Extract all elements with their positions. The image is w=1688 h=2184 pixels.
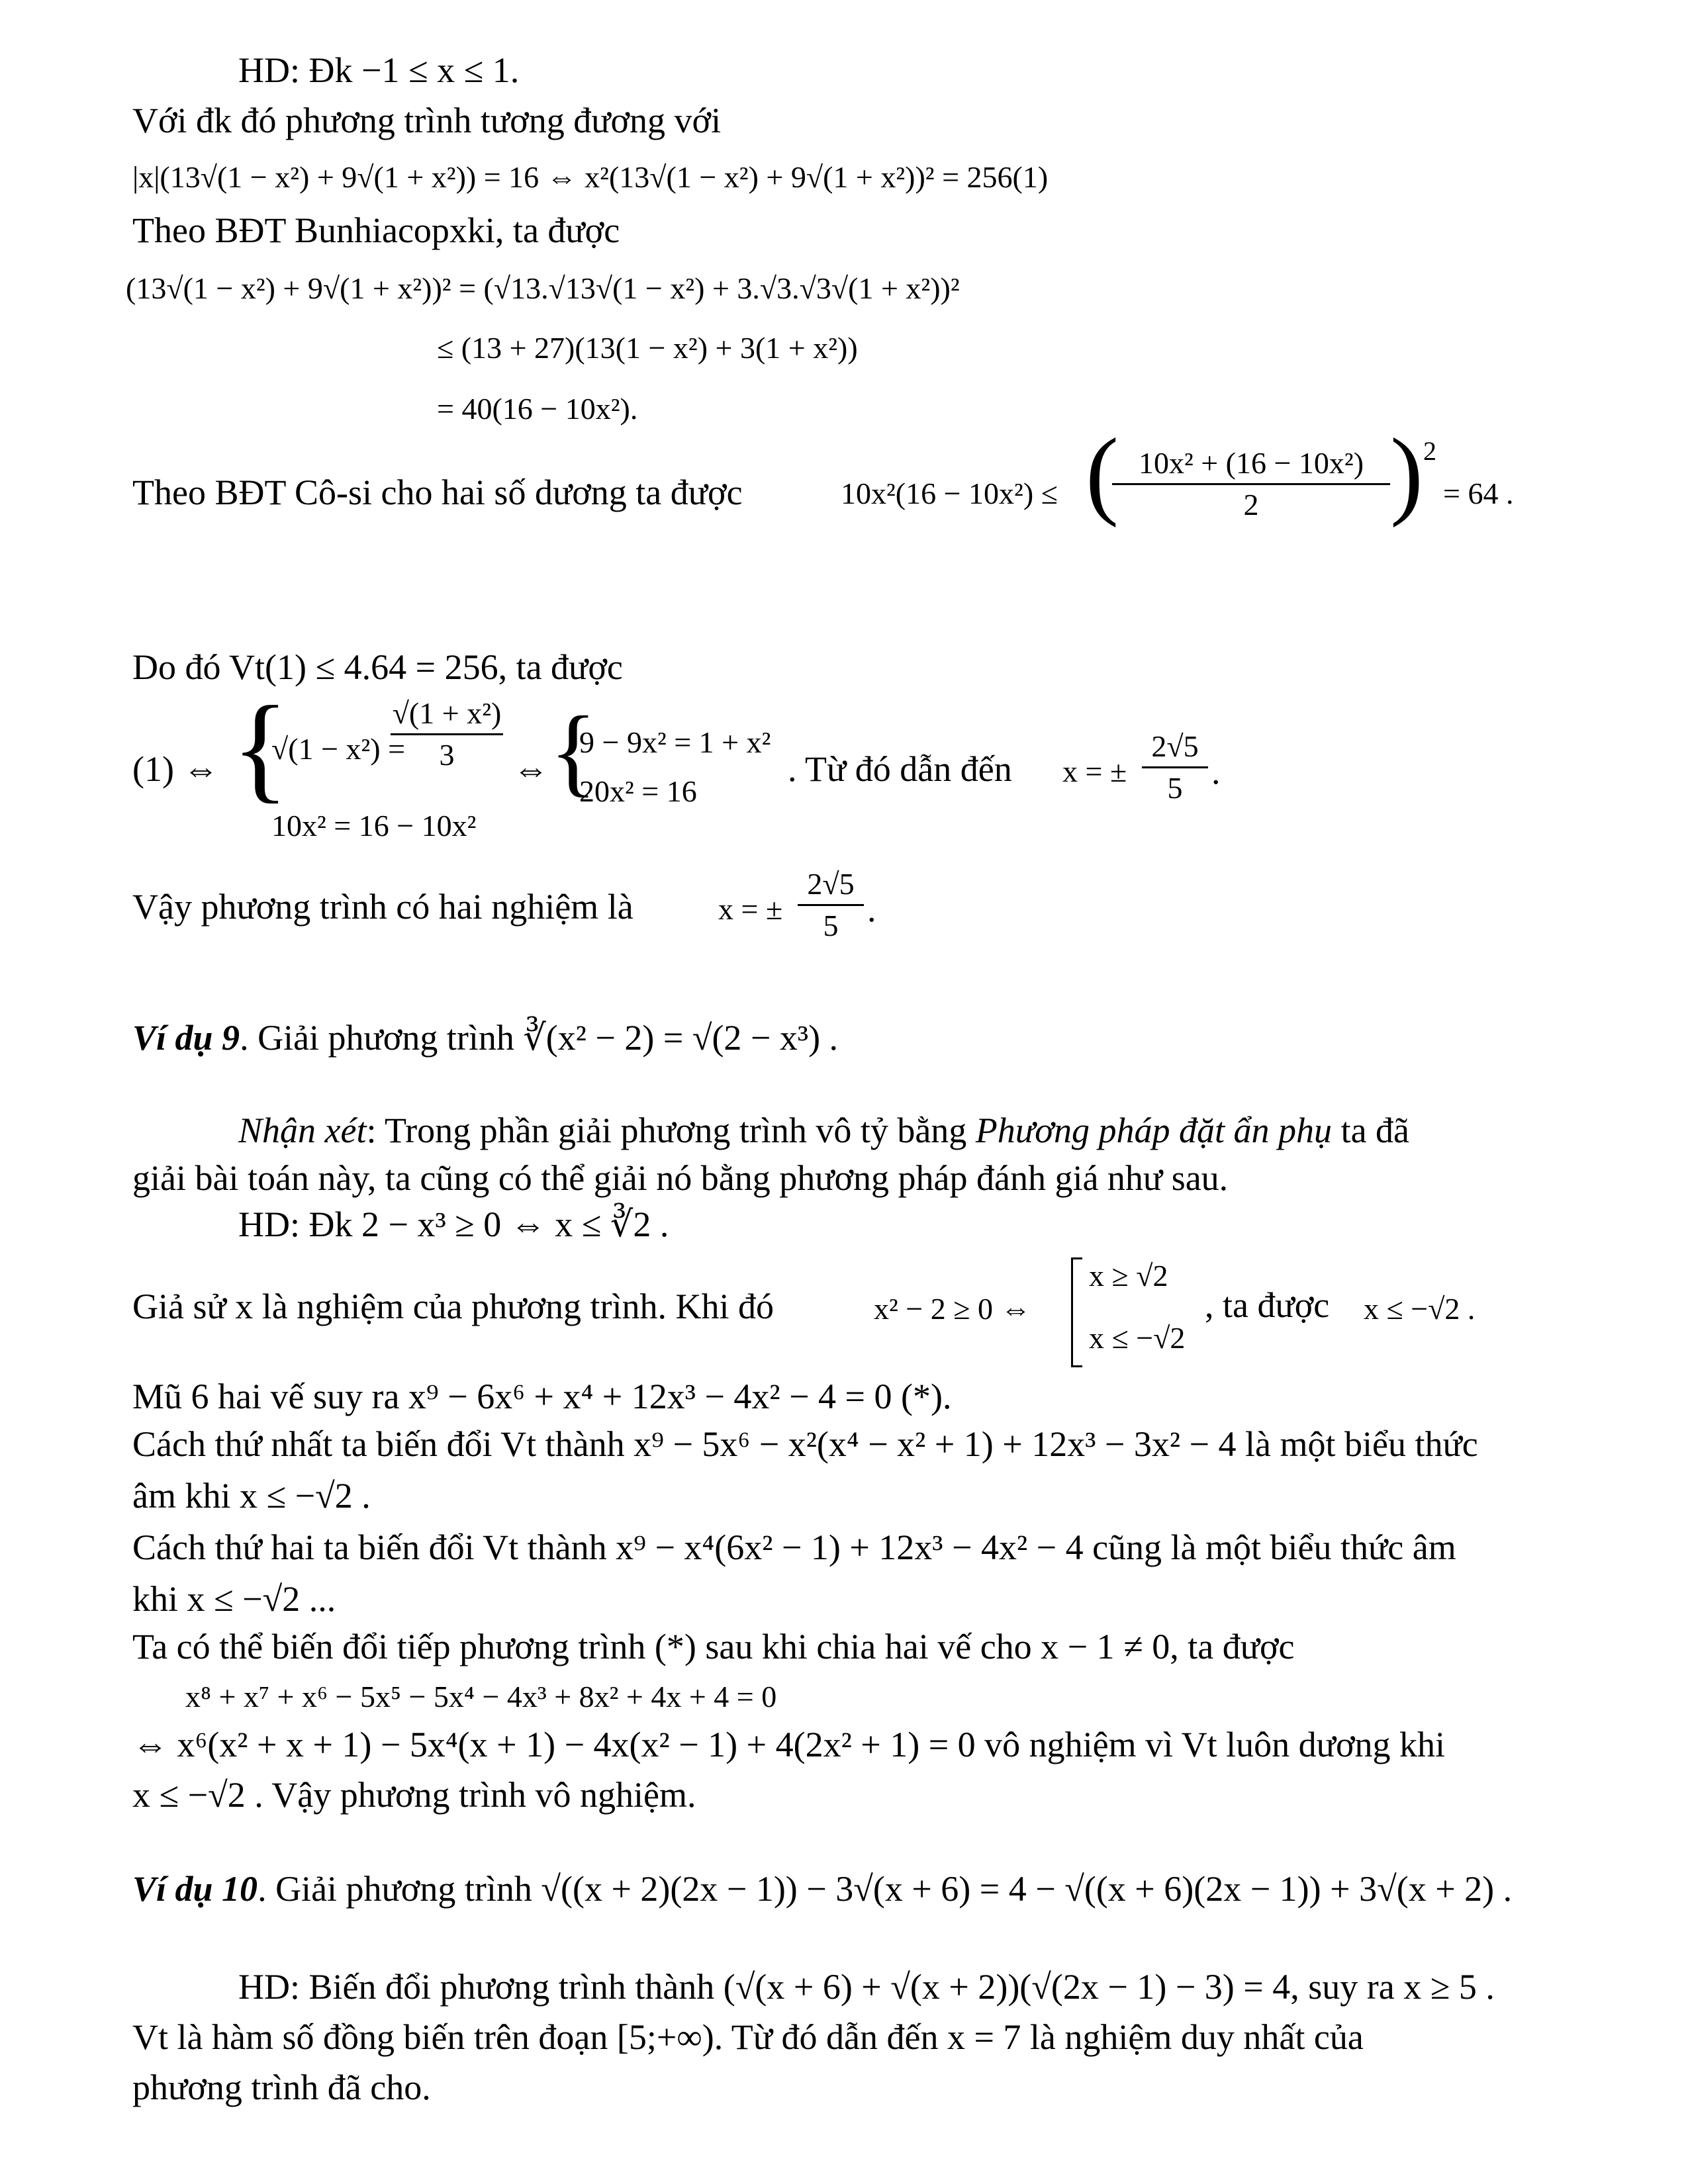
- fraction-system: [391, 695, 503, 774]
- solution-prefix: x = ±: [1062, 754, 1127, 788]
- example-label: Ví dụ 10: [132, 1869, 258, 1909]
- fraction-denominator: 2: [1243, 488, 1259, 522]
- text-line: Mũ 6 hai vế suy ra x⁹ − 6x⁶ + x⁴ + 12x³ − 4x² − 4 = 0 (*).: [132, 1377, 952, 1416]
- equation-poly: x⁸ + x⁷ + x⁶ − 5x⁵ − 5x⁴ − 4x³ + 8x² + 4x + 4 = 0: [185, 1680, 777, 1713]
- equation-bunhia: (13√(1 − x²) + 9√(1 + x²))² = (√13.√13√(1 − x²) + 3.√3.√3√(1 + x²))²: [126, 271, 960, 305]
- period: .: [867, 889, 876, 929]
- text-line: Ta có thể biến đổi tiếp phương trình (*) sau khi chia hai vế cho x − 1 ≠ 0, ta được: [132, 1627, 1295, 1666]
- example-text: . Giải phương trình √((x + 2)(2x − 1)) − 3√(x + 6) = 4 − √((x + 6)(2x − 1)) + 3√(x + 2) .: [258, 1869, 1513, 1909]
- hd-line: HD: Biến đổi phương trình thành (√(x + 6) + √(x + 2))(√(2x − 1) − 3) = 4, suy ra x ≥ 5 .: [238, 1967, 1495, 2007]
- system-eq-4: 20x² = 16: [579, 774, 697, 808]
- case-2: x ≤ −√2: [1089, 1321, 1186, 1355]
- text-line: Cách thứ hai ta biến đổi Vt thành x⁹ − x⁴(6x² − 1) + 12x³ − 4x² − 4 cũng là một biểu thức âm: [132, 1527, 1456, 1567]
- hd-condition: HD: Đk 2 − x³ ≥ 0 ⇔ x ≤ ∛2 .: [238, 1205, 669, 1244]
- fraction-denominator: 5: [823, 909, 839, 942]
- text-line: x ≤ −√2 . Vậy phương trình vô nghiệm.: [132, 1775, 696, 1815]
- fraction-numerator: 2√5: [807, 867, 855, 901]
- remark-text: : Trong phần giải phương trình vô tỷ bằng: [366, 1111, 967, 1150]
- fraction-solution: [798, 866, 864, 944]
- fraction-denominator: 5: [1167, 771, 1183, 805]
- example-9-heading: [132, 1017, 838, 1059]
- brace-left: {: [549, 696, 597, 806]
- example-label: Ví dụ 9: [132, 1018, 240, 1058]
- fraction-denominator: 3: [439, 738, 455, 772]
- bracket-left: [1071, 1257, 1082, 1367]
- text-line: Giả sử x là nghiệm của phương trình. Khi đó: [132, 1287, 774, 1326]
- text-line: . Từ đó dẫn đến: [788, 749, 1012, 789]
- remark-text: ta đã: [1340, 1111, 1410, 1150]
- exponent: 2: [1423, 436, 1436, 466]
- fraction-numerator: 2√5: [1151, 729, 1199, 763]
- period: .: [1211, 752, 1221, 792]
- text-line: Vậy phương trình có hai nghiệm là: [132, 887, 633, 927]
- equation-1: |x|(13√(1 − x²) + 9√(1 + x²)) = 16 ⇔ x²(13√(1 − x²) + 9√(1 + x²))² = 256(1): [132, 160, 1049, 194]
- text-line: Theo BĐT Cô-si cho hai số dương ta được: [132, 473, 743, 512]
- system-eq-1: √(1 − x²) =: [271, 732, 406, 766]
- remark-label: Nhận xét: [238, 1111, 367, 1150]
- text-line: âm khi x ≤ −√2 .: [132, 1476, 371, 1516]
- paren-right: ): [1390, 418, 1423, 528]
- case-1: x ≥ √2: [1089, 1259, 1168, 1293]
- paren-left: (: [1086, 418, 1119, 528]
- fraction-cosi: [1112, 445, 1390, 523]
- equation-bunhia-step: ≤ (13 + 27)(13(1 − x²) + 3(1 + x²)): [437, 331, 858, 365]
- hd-condition: HD: Đk −1 ≤ x ≤ 1.: [238, 50, 520, 90]
- method-name: Phương pháp đặt ẩn phụ: [975, 1111, 1333, 1150]
- example-text: . Giải phương trình ∛(x² − 2) = √(2 − x³) .: [240, 1018, 839, 1058]
- equation-result: x ≤ −√2 .: [1364, 1292, 1476, 1326]
- fraction-numerator: 10x² + (16 − 10x²): [1138, 446, 1364, 480]
- equivalence-symbol: ⇔: [513, 749, 549, 789]
- system-eq-3: 9 − 9x² = 1 + x²: [579, 725, 771, 759]
- text-line: khi x ≤ −√2 ...: [132, 1579, 336, 1619]
- text-line: ⇔ x⁶(x² + x + 1) − 5x⁴(x + 1) − 4x(x² − 1) + 4(2x² + 1) = 0 vô nghiệm vì Vt luôn dương khi: [132, 1725, 1445, 1764]
- fraction-solution: [1142, 728, 1208, 807]
- remark-line: [238, 1109, 1409, 1152]
- solution-prefix: x = ±: [718, 892, 783, 926]
- text-line: , ta được: [1205, 1285, 1330, 1325]
- text-line: Do đó Vt(1) ≤ 4.64 = 256, ta được: [132, 647, 623, 687]
- brace-left: {: [232, 682, 289, 813]
- text-line: phương trình đã cho.: [132, 2068, 431, 2107]
- text-line: Cách thứ nhất ta biến đổi Vt thành x⁹ − 5x⁶ − x²(x⁴ − x² + 1) + 12x³ − 3x² − 4 là một biểu thức: [132, 1424, 1478, 1464]
- fraction-numerator: √(1 + x²): [392, 696, 502, 730]
- example-10-heading: [132, 1868, 1512, 1910]
- equation-cosi-result: = 64 .: [1443, 477, 1514, 510]
- text-line: Vt là hàm số đồng biến trên đoạn [5;+∞). Từ đó dẫn đến x = 7 là nghiệm duy nhất của: [132, 2017, 1364, 2057]
- equation-gs: x² − 2 ≥ 0 ⇔: [874, 1292, 1031, 1326]
- text-line: Với đk đó phương trình tương đương với: [132, 101, 722, 140]
- equation-bunhia-result: = 40(16 − 10x²).: [437, 392, 638, 426]
- system-eq-2: 10x² = 16 − 10x²: [271, 809, 477, 842]
- text-line: Theo BĐT Bunhiacopxki, ta được: [132, 210, 620, 250]
- system-label: (1) ⇔: [132, 749, 219, 789]
- text-line: giải bài toán này, ta cũng có thể giải nó bằng phương pháp đánh giá như sau.: [132, 1158, 1229, 1198]
- equation-cosi: 10x²(16 − 10x²) ≤: [841, 477, 1058, 510]
